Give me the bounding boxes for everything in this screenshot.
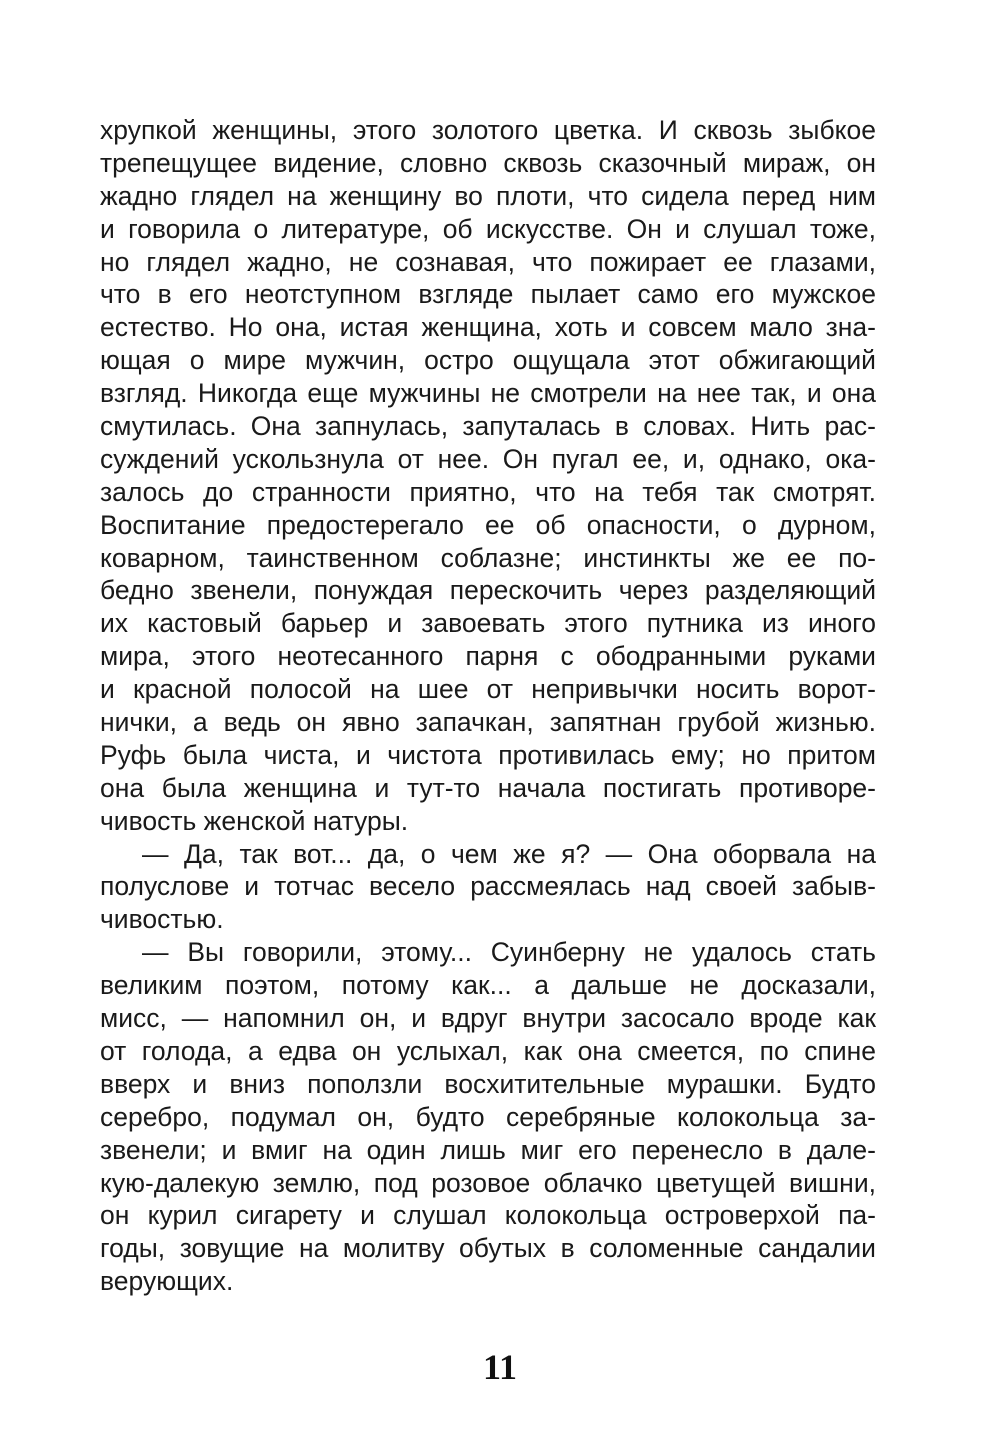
- text-line: чивостью.: [100, 904, 224, 935]
- text-line: Руфь была чиста, и чистота противилась ему; но притом: [100, 739, 876, 770]
- text-line: великим поэтом, потому как... а дальше не досказали,: [100, 970, 876, 1001]
- text-line: хрупкой женщины, этого золотого цветка. И сквозь зыбкое: [100, 115, 876, 145]
- text-line: мира, этого неотесанного парня с ободранными руками: [100, 641, 876, 672]
- paragraph: [100, 114, 876, 838]
- text-line: жадно глядел на женщину во плоти, что сидела перед ним: [100, 180, 876, 211]
- text-line: бедно звенели, понуждая перескочить через разделяющий: [100, 575, 876, 606]
- text-line: — Вы говорили, этому... Суинберну не удалось стать: [142, 937, 876, 968]
- text-line: коварном, таинственном соблазне; инстинкты же ее по-: [100, 542, 876, 573]
- text-line: и красной полосой на шее от непривычки носить ворот-: [100, 674, 876, 705]
- text-line: полуслове и тотчас весело рассмеялась над своей забыв-: [100, 871, 876, 902]
- text-line: нички, а ведь он явно запачкан, запятнан грубой жизнью.: [100, 707, 876, 738]
- text-line: но глядел жадно, не сознавая, что пожирает ее глазами,: [100, 246, 876, 277]
- text-line: серебро, подумал он, будто серебряные колокольца за-: [100, 1101, 876, 1132]
- text-line: взгляд. Никогда еще мужчины не смотрели на нее так, и она: [100, 378, 876, 409]
- text-line: смутилась. Она запнулась, запуталась в словах. Нить рас-: [100, 411, 876, 442]
- text-line: суждений ускользнула от нее. Он пугал ее, и, однако, ока-: [100, 443, 876, 474]
- text-line: их кастовый барьер и завоевать этого путника из иного: [100, 608, 876, 639]
- text-line: годы, зовущие на молитву обутых в соломенные сандалии: [100, 1233, 876, 1264]
- text-line: мисс, — напомнил он, и вдруг внутри засосало вроде как: [100, 1003, 876, 1034]
- text-line: залось до странности приятно, что на тебя так смотрят.: [100, 476, 876, 507]
- text-line: верующих.: [100, 1266, 234, 1297]
- text-line: естество. Но она, истая женщина, хоть и совсем мало зна-: [100, 312, 876, 343]
- text-line: звенели; и вмиг на один лишь миг его перенесло в дале-: [100, 1134, 876, 1165]
- text-line: она была женщина и тут-то начала постигать противоре-: [100, 772, 876, 803]
- body-text: [100, 114, 876, 1298]
- text-line: вверх и вниз поползли восхитительные мурашки. Будто: [100, 1068, 876, 1099]
- text-line: чивость женской натуры.: [100, 805, 409, 836]
- text-line: что в его неотступном взгляде пылает само его мужское: [100, 279, 876, 310]
- text-line: кую-далекую землю, под розовое облачко цветущей вишни,: [100, 1167, 876, 1198]
- text-line: от голода, а едва он услыхал, как она смеется, по спине: [100, 1035, 876, 1066]
- text-line: трепещущее видение, словно сквозь сказочный мираж, он: [100, 147, 876, 178]
- text-line: ющая о мире мужчин, остро ощущала этот обжигающий: [100, 345, 876, 376]
- paragraph: [100, 936, 876, 1298]
- text-line: он курил сигарету и слушал колокольца островерхой па-: [100, 1200, 876, 1231]
- paragraph: [100, 838, 876, 937]
- text-line: и говорила о литературе, об искусстве. Он и слушал тоже,: [100, 213, 876, 244]
- text-line: Воспитание предостерегало ее об опасности, о дурном,: [100, 509, 876, 540]
- text-line: — Да, так вот... да, о чем же я? — Она оборвала на: [142, 838, 876, 869]
- page-number: 11: [482, 1347, 517, 1387]
